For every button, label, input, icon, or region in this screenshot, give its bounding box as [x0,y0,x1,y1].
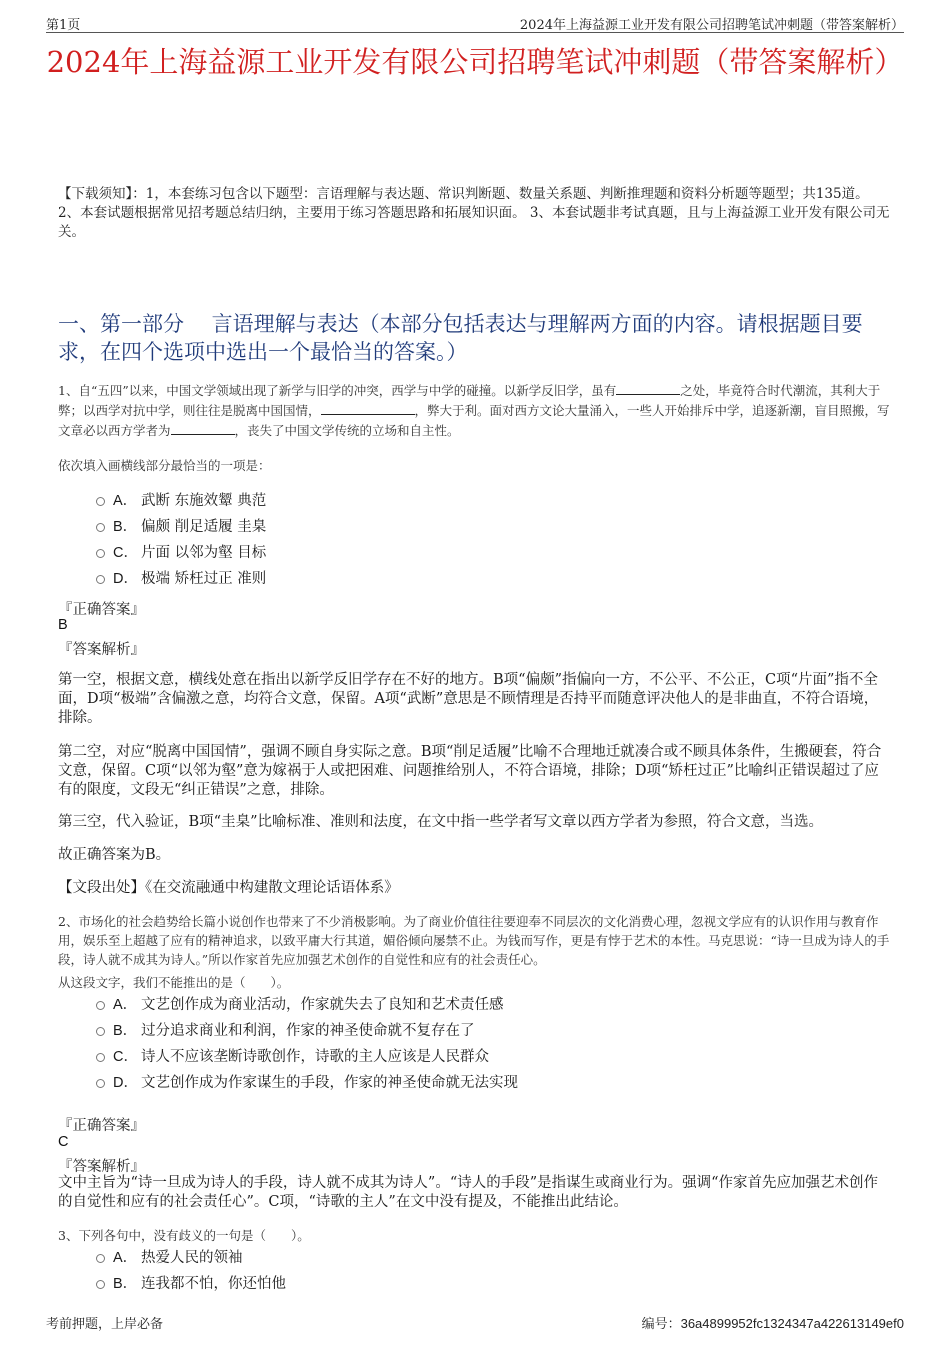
q1-analysis-label: 『答案解析』 [58,642,145,658]
q3-option-b[interactable]: B． 连我都不怕，你还怕他 [96,1274,286,1294]
radio-button[interactable] [96,575,105,584]
q2-answer: C [58,1134,69,1150]
q2-option-a[interactable]: A． 文艺创作成为商业活动，作家就失去了良知和艺术责任感 [96,995,504,1015]
q1-option-c[interactable]: C． 片面 以邻为壑 目标 [96,543,266,563]
q2-analysis-label: 『答案解析』 [58,1159,145,1175]
q1-answer: B [58,617,68,633]
radio-button[interactable] [96,497,105,506]
q1-analysis-para-1: 第一空，根据文意，横线处意在指出以新学反旧学存在不好的地方。B项“偏颇”指偏向一方，不公平、不公正，C项“片面”指不全面，D项“极端”含偏激之意，均符合文意，保留。A项“武断”意思是不顾情理是否持平而随意评决他人的是非曲直，不符合语境，排除。 [58,672,879,726]
document-title: 2024年上海益源工业开发有限公司招聘笔试冲刺题（带答案解析） [46,45,904,79]
radio-button[interactable] [96,1027,105,1036]
radio-button[interactable] [96,1079,105,1088]
page-number: 第1页 [46,18,81,33]
footer-slogan: 考前押题，上岸必备 [46,1317,164,1332]
q1-option-b[interactable]: B． 偏颇 削足适履 圭臬 [96,517,266,537]
q2-analysis: 文中主旨为“诗一旦成为诗人的手段，诗人就不成其为诗人”。“诗人的手段”是指谋生或商业行为。强调“作家首先应加强艺术创作的自觉性和应有的社会责任心”。C项，“诗歌的主人”在文中没有提及，不能推出此结论。 [58,1175,879,1210]
question-1-prompt: 依次填入画横线部分最恰当的一项是： [58,458,271,473]
blank-2 [321,402,415,415]
q3-option-a[interactable]: A． 热爱人民的领袖 [96,1248,243,1268]
header-divider [46,32,904,33]
footer-code [642,1313,904,1332]
question-3-stem: 3、下列各句中，没有歧义的一句是（ ）。 [58,1228,310,1243]
q1-source: 【文段出处】《在交流融通中构建散文理论话语体系》 [58,880,399,896]
q1-analysis-para-3: 第三空，代入验证，B项“圭臬”比喻标准、准则和法度，在文中指一些学者写文章以西方学者为参照，符合文意，当选。 [58,814,823,830]
section-heading: 一、第一部分 言语理解与表达（本部分包括表达与理解两方面的内容。请根据题目要求，在四个选项中选出一个最恰当的答案。） [58,312,863,364]
radio-button[interactable] [96,1280,105,1289]
blank-1 [616,382,680,395]
radio-button[interactable] [96,1254,105,1263]
question-2-stem: 2、市场化的社会趋势给长篇小说创作也带来了不少消极影响。为了商业价值往往要迎奉不同层次的文化消费心理，忽视文学应有的认识作用与教育作用，娱乐至上超越了应有的精神追求，以致平庸大行其道，媚俗倾向屡禁不止。为钱而写作，更是有悖于艺术的本性。马克思说：“诗一旦成为诗人的手段，诗人就不成其为诗人。”所以作家首先应加强艺术创作的自觉性和应有的社会责任心。 [58,914,890,967]
question-2-prompt: 从这段文字，我们不能推出的是（ ）。 [58,975,290,990]
radio-button[interactable] [96,1001,105,1010]
q2-option-b[interactable]: B． 过分追求商业和利润，作家的神圣使命就不复存在了 [96,1021,475,1041]
footer-code-value: 36a4899952fc1324347a422613149ef0 [680,1316,904,1331]
footer-code-label: 编号： [641,1317,681,1332]
q1-analysis-para-2: 第二空，对应“脱离中国国情”，强调不顾自身实际之意。B项“削足适履”比喻不合理地迁就凑合或不顾具体条件，生搬硬套，符合文意，保留。C项“以邻为壑”意为嫁祸于人或把困难、问题推给别人，不符合语境，排除；D项“矫枉过正”比喻纠正错误超过了应有的限度，文段无“纠正错误”之意，排除。 [58,744,882,798]
download-notice: 【下载须知】：1，本套练习包含以下题型：言语理解与表达题、常识判断题、数量关系题、判断推理题和资料分析题等题型；共135道。 2、本套试题根据常见招考题总结归纳，主要用于练习答题思路和拓展知识面。 3、本套试题非考试真题，且与上海益源工业开发有限公司无关。 [58,186,890,240]
q2-option-c[interactable]: C． 诗人不应该垄断诗歌创作，诗歌的主人应该是人民群众 [96,1047,489,1067]
question-1-stem: 1、自“五四”以来，中国文学领域出现了新学与旧学的冲突，西学与中学的碰撞。以新学反旧学，虽有 之处，毕竟符合时代潮流，其利大于弊；以西学对抗中学，则往往是脱离中国国情， ，弊大于利。面对西方文论大量涌入，一些人开始排斥中学，追逐新潮，盲目照搬，写文章必以西方学者为 ，丧失了中国文学传统的立场和自主性。 [58,383,890,438]
q2-answer-label: 『正确答案』 [58,1118,145,1134]
blank-3 [171,422,235,435]
radio-button[interactable] [96,1053,105,1062]
q1-answer-label: 『正确答案』 [58,602,145,618]
running-header-title: 2024年上海益源工业开发有限公司招聘笔试冲刺题（带答案解析） [519,18,904,33]
q2-option-d[interactable]: D． 文艺创作成为作家谋生的手段，作家的神圣使命就无法实现 [96,1073,518,1093]
q1-option-a[interactable]: A． 武断 东施效颦 典范 [96,491,266,511]
q1-option-d[interactable]: D． 极端 矫枉过正 准则 [96,569,266,589]
radio-button[interactable] [96,549,105,558]
radio-button[interactable] [96,523,105,532]
q1-analysis-conclusion: 故正确答案为B。 [58,847,171,863]
